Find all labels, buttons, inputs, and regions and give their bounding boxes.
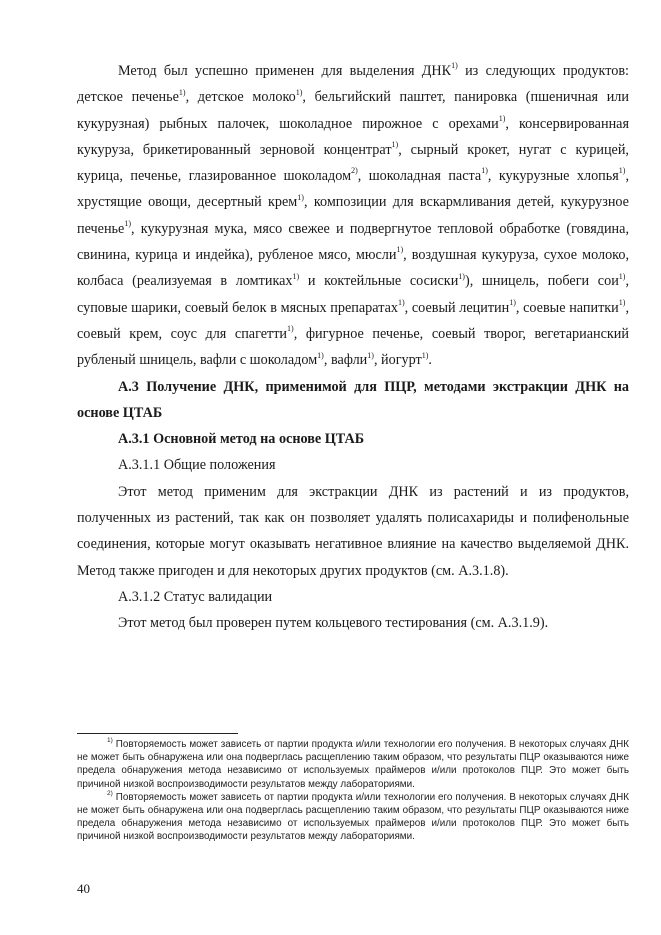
footnote-mark: 1) — [107, 736, 113, 744]
text-run: Этот метод был проверен путем кольцевого тестирования (см. А.3.1.9). — [118, 615, 549, 632]
footnote — [77, 791, 629, 844]
paragraph — [77, 452, 629, 478]
text-run: , консервированная кукуруза, брикетированный зерновой концентрат — [77, 115, 629, 158]
paragraph — [77, 479, 629, 584]
text-run: , кукурузная мука, мясо свежее и подвергнутое тепловой обработке (говядина, свинина, курица и индейка), рубленое мясо, мюсли — [77, 220, 629, 264]
text-run: , фигурное печенье, соевый творог, вегетарианский рубленый шницель, вафли с шоколадом — [77, 325, 629, 369]
text-run: , вафли — [323, 352, 368, 369]
text-run: . — [428, 352, 432, 369]
paragraph — [77, 610, 629, 636]
footnote — [77, 738, 629, 791]
footnote-ref: 1) — [397, 297, 405, 307]
text-run: , хрустящие овощи, десертный крем — [77, 168, 629, 211]
footnote-ref: 1) — [509, 297, 516, 307]
footnote-ref: 1) — [178, 87, 186, 97]
footnote-ref: 1) — [396, 245, 404, 255]
section-heading — [77, 426, 629, 452]
text-run: А.3.1 Основной метод на основе ЦТАБ — [118, 431, 365, 448]
text-run: , соевые напитки — [515, 299, 619, 316]
text-run: Метод был успешно применен для выделения ДНК — [118, 63, 452, 79]
footnote-ref: 1) — [317, 350, 324, 360]
text-run: А.3 Получение ДНК, применимой для ПЦР, методами экстракции ДНК на основе ЦТАБ — [77, 378, 629, 421]
text-run: , сырный крокет, нугат с курицей, курица, печенье, глазированное шоколадом — [77, 141, 629, 185]
text-run: А.3.1.2 Статус валидации — [118, 588, 273, 605]
text-run: , детское молоко — [185, 89, 296, 106]
footnote-text: Повторяемость может зависеть от партии продукта и/или технологии его получения. В некоторых случаях ДНК не может быть обнаружена или она подверглась расщеплению таким образом, что результаты ПЦР оказываются ниже предела обнаружения метода независимо от используемых праймеров и/или протоколов ПЦР. Это может быть причиной низкой воспроизводимости результатов между лабораториями. — [77, 739, 629, 790]
footnote-ref: 1) — [287, 324, 294, 334]
footnote-ref: 1) — [618, 271, 626, 281]
text-run: А.3.1.1 Общие положения — [118, 457, 276, 474]
text-run: из следующих продуктов: детское печенье — [77, 63, 629, 106]
footnote-ref: 1) — [618, 297, 626, 307]
text-run: , бельгийский паштет, панировка (пшеничная или кукурузная) рыбных палочек, шоколадное пирожное с орехами — [77, 89, 629, 132]
footnote-ref: 1) — [618, 166, 626, 176]
footnote-ref: 1) — [295, 87, 303, 97]
footnote-ref: 1) — [481, 166, 488, 176]
body-text — [77, 58, 629, 637]
paragraph — [77, 584, 629, 610]
footnotes — [77, 738, 629, 844]
text-run: , воздушная кукуруза, сухое молоко, колбаса (реализуемая в ломтиках — [77, 247, 629, 290]
footnote-ref: 1) — [421, 350, 429, 360]
text-run: , соевый лецитин — [404, 299, 510, 316]
footnote-ref: 1) — [124, 219, 132, 229]
text-run: ), шницель, побеги сои — [464, 273, 619, 290]
text-run: , йогурт — [373, 352, 422, 369]
text-run: , соевый крем, соус для спагетти — [77, 299, 629, 342]
footnote-mark: 2) — [107, 789, 113, 797]
footnote-ref: 1) — [498, 113, 506, 123]
text-run: , суповые шарики, соевый белок в мясных препаратах — [77, 273, 630, 316]
footnote-ref: 1) — [391, 140, 399, 150]
footnote-separator — [77, 733, 238, 734]
footnote-ref: 2) — [351, 166, 358, 176]
text-run: , композиции для вскармливания детей, кукурузное печенье — [77, 194, 629, 237]
footnote-ref: 1) — [451, 61, 458, 71]
section-heading — [77, 374, 629, 427]
footnote-ref: 1) — [297, 192, 304, 202]
footnote-ref: 1) — [458, 271, 465, 281]
footnote-ref: 1) — [292, 271, 300, 281]
page-number: 40 — [77, 881, 90, 896]
text-run: Этот метод применим для экстракции ДНК из растений и из продуктов, полученных из растений, так как он позволяет удалять полисахариды и полифенольные соединения, которые могут оказывать негативное влияние на качество выделяемой ДНК. Метод также пригоден и для некоторых других продуктов (см. А.3.1.8). — [77, 483, 629, 579]
footnote-ref: 1) — [367, 350, 374, 360]
text-run: , шоколадная паста — [357, 168, 482, 185]
text-run: , кукурузные хлопья — [487, 168, 619, 185]
paragraph — [77, 58, 629, 374]
text-run: и коктейльные сосиски — [299, 273, 459, 290]
footnote-text: Повторяемость может зависеть от партии продукта и/или технологии его получения. В некоторых случаях ДНК не может быть обнаружена или она подверглась расщеплению таким образом, что результаты ПЦР оказываются ниже предела обнаружения метода независимо от используемых праймеров и/или протоколов ПЦР. Это может быть причиной низкой воспроизводимости результатов между лабораториями. — [77, 791, 629, 843]
